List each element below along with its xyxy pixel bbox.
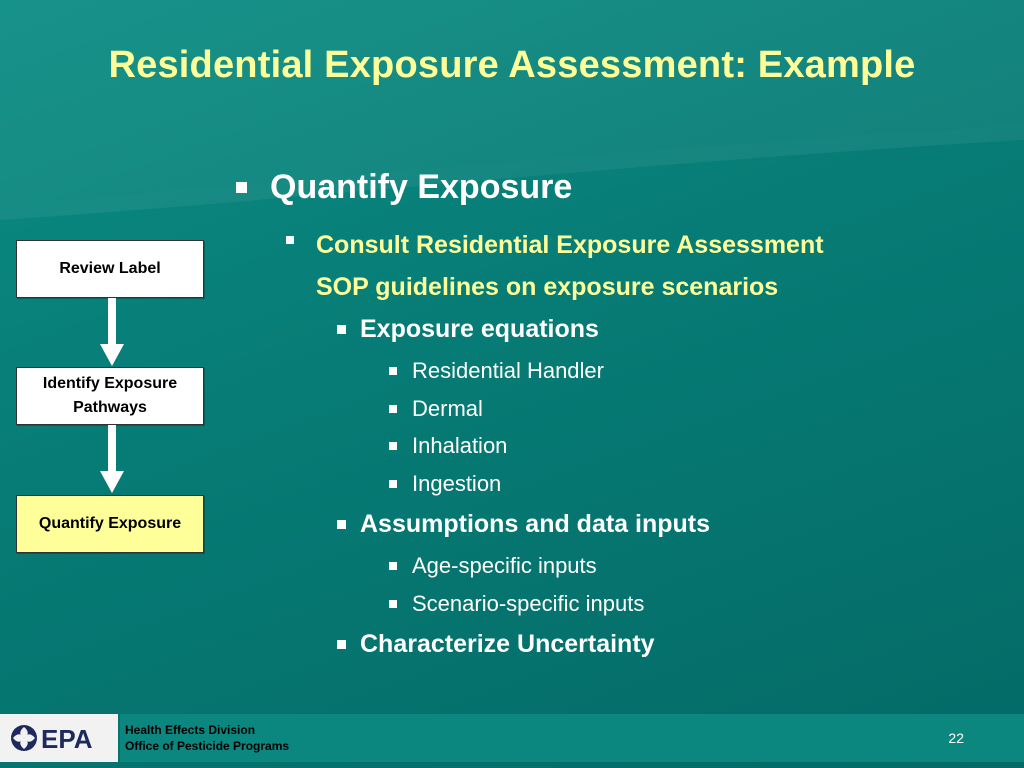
bullet-level4: [412, 396, 483, 422]
footer-office: Office of Pesticide Programs: [125, 739, 290, 753]
bullet-square-icon: [337, 640, 346, 649]
bullet-text: Characterize Uncertainty: [360, 630, 655, 658]
bullet-level2: [316, 224, 824, 266]
bullet-text: Dermal: [412, 396, 483, 421]
flow-step-quantify-exposure: Quantify Exposure: [16, 495, 204, 553]
bullet-text: Assumptions and data inputs: [360, 510, 711, 538]
down-arrow-icon: [98, 425, 126, 495]
bullet-square-icon: [286, 236, 294, 244]
bullet-text-line2: SOP guidelines on exposure scenarios: [316, 273, 779, 301]
bullet-square-icon: [389, 405, 397, 413]
bullet-text: Exposure equations: [360, 315, 599, 343]
epa-logo: [0, 714, 118, 762]
page-number: 22: [948, 730, 964, 746]
bullet-level3: [360, 510, 710, 539]
bullet-text: Age-specific inputs: [412, 553, 597, 578]
bullet-level4: [412, 358, 604, 384]
bullet-level4: [412, 433, 507, 459]
bullet-square-icon: [236, 182, 247, 193]
bullet-square-icon: [389, 480, 397, 488]
flow-step-identify-pathways: Identify Exposure Pathways: [16, 367, 204, 425]
bullet-level3: [360, 630, 655, 659]
footer-division: Health Effects Division: [125, 723, 256, 737]
footer-bar: [120, 714, 1024, 762]
bullet-level3: [360, 315, 599, 344]
bullet-level4: [412, 553, 597, 579]
bullet-text-line1: Consult Residential Exposure Assessment: [316, 231, 824, 259]
bullet-text: Scenario-specific inputs: [412, 591, 645, 616]
bullet-square-icon: [389, 562, 397, 570]
bullet-square-icon: [337, 325, 346, 334]
slide-title: Residential Exposure Assessment: Example: [108, 44, 916, 86]
bullet-text: Quantify Exposure: [270, 168, 573, 206]
epa-flower-icon: [9, 721, 109, 755]
bullet-level1: [270, 168, 572, 207]
bullet-text: Ingestion: [412, 471, 502, 496]
bullet-level4: [412, 591, 644, 617]
bullet-level4: [412, 471, 501, 497]
bullet-level2-continued: [316, 266, 778, 308]
svg-text:EPA: EPA: [41, 724, 93, 754]
bullet-square-icon: [389, 600, 397, 608]
bullet-square-icon: [389, 442, 397, 450]
bullet-text: Inhalation: [412, 433, 508, 458]
flow-step-review-label: Review Label: [16, 240, 204, 298]
bullet-square-icon: [389, 367, 397, 375]
bullet-square-icon: [337, 520, 346, 529]
bullet-text: Residential Handler: [412, 358, 604, 383]
down-arrow-icon: [98, 298, 126, 368]
